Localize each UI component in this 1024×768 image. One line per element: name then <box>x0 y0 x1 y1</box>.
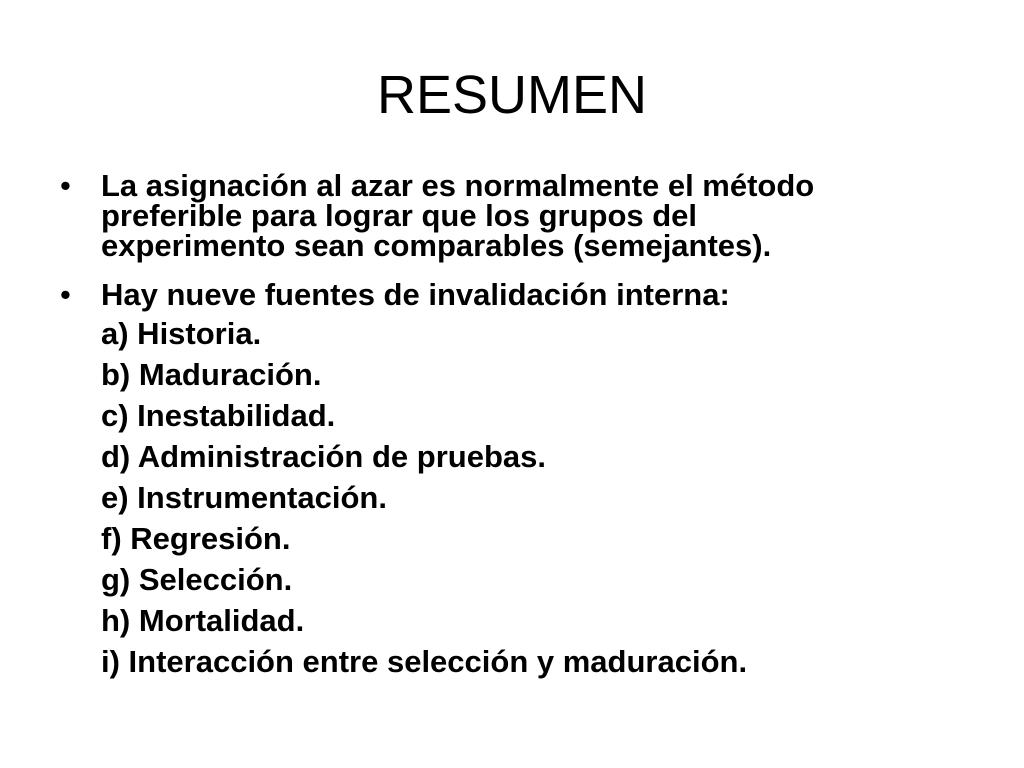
slide-title: RESUMEN <box>376 65 648 125</box>
bullet-marker: • <box>60 168 71 203</box>
list-item: b) Maduración. <box>101 357 322 392</box>
list-item: g) Selección. <box>101 562 293 597</box>
list-item: a) Historia. <box>101 316 262 351</box>
bullet-line: preferible para lograr que los grupos del <box>101 198 698 233</box>
bullet-text <box>101 277 931 312</box>
invalidation-sources-list <box>101 313 901 682</box>
bullet-line: experimento sean comparables (semejantes). <box>101 228 772 263</box>
list-item: e) Instrumentación. <box>101 480 387 515</box>
list-item: i) Interacción entre selección y maduración. <box>101 644 748 679</box>
bullet-text <box>101 168 931 263</box>
bullet-marker: • <box>60 277 71 312</box>
list-item: h) Mortalidad. <box>101 603 305 638</box>
list-item: f) Regresión. <box>101 521 291 556</box>
bullet-line: Hay nueve fuentes de invalidación interna: <box>101 277 730 312</box>
list-item: d) Administración de pruebas. <box>101 439 546 474</box>
bullet-line: La asignación al azar es normalmente el método <box>101 168 815 203</box>
list-item: c) Inestabilidad. <box>101 398 336 433</box>
